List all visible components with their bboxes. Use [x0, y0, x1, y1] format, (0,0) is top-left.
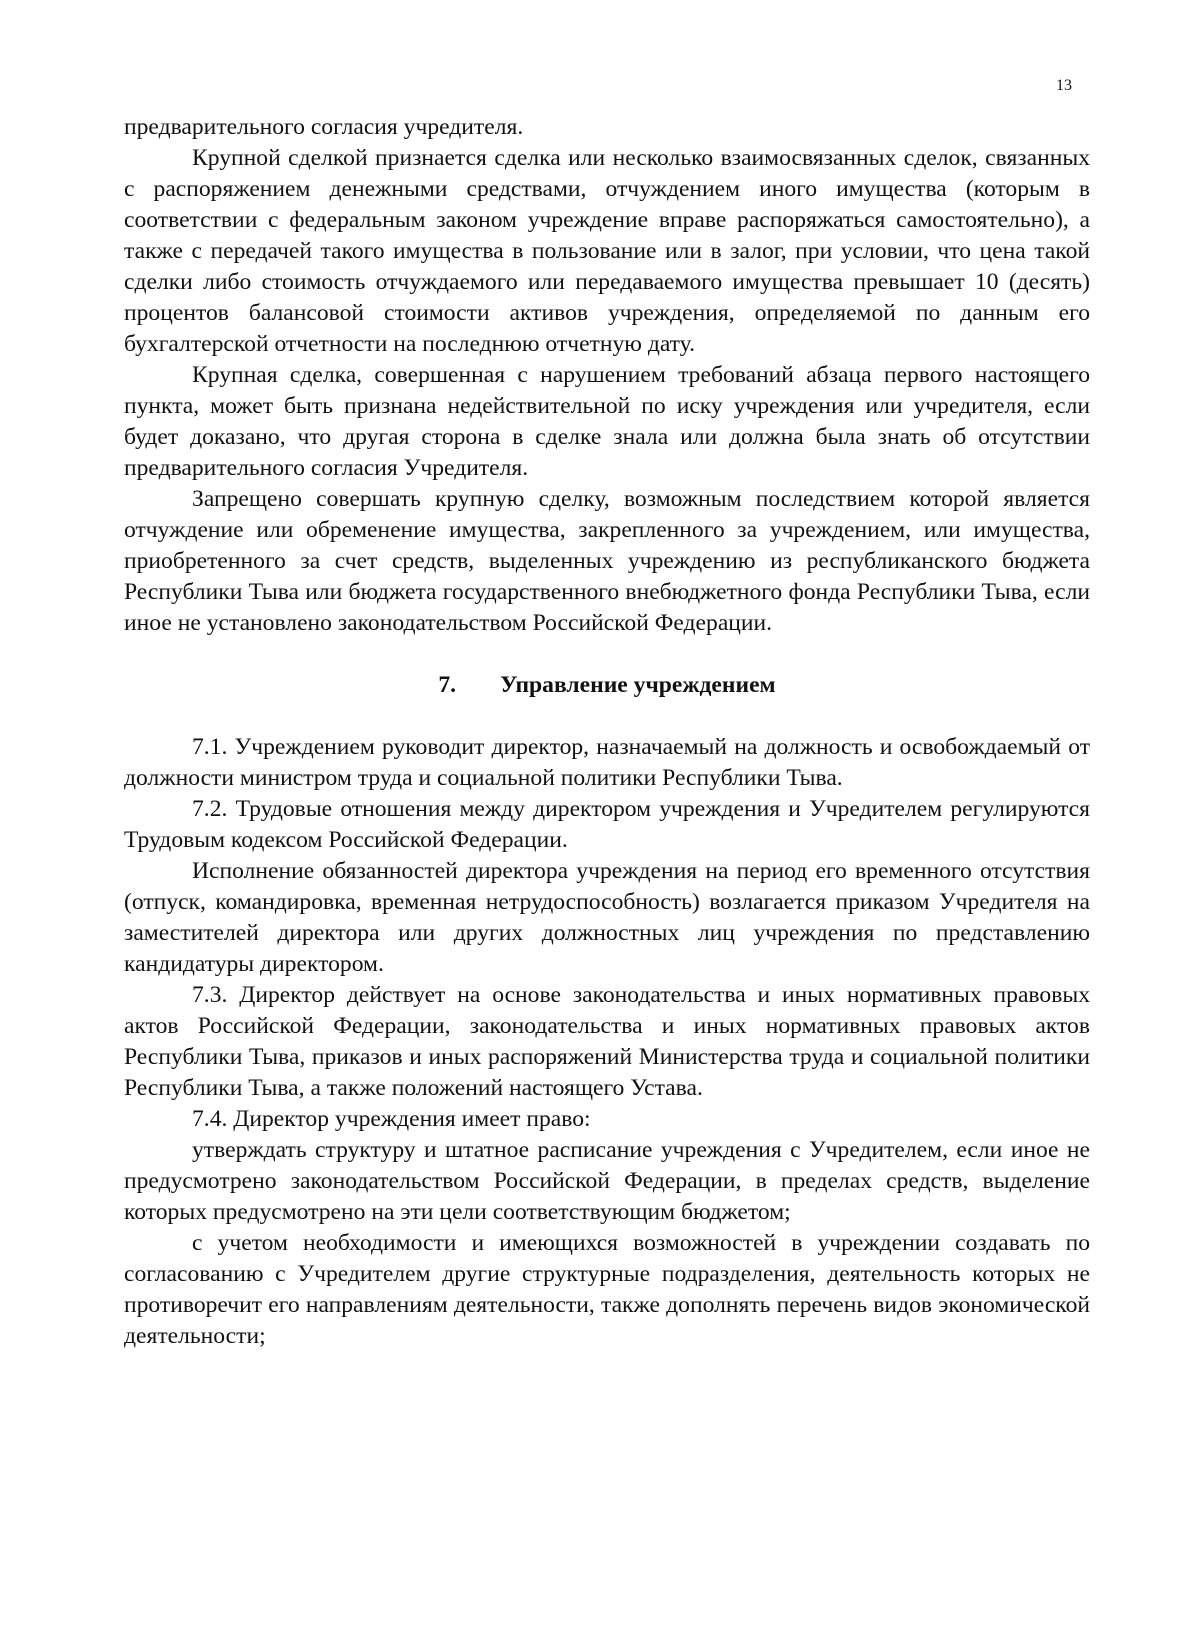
- paragraph: Исполнение обязанностей директора учреждения на период его временного отсутствия (отпуск, командировка, временная нетрудоспособность) возлагается приказом Учредителя на заместителей директора или других должностных лиц учреждения по представлению кандидатуры директором.: [124, 858, 1090, 977]
- paragraph: 7.1. Учреждением руководит директор, назначаемый на должность и освобождаемый от должности министром труда и социальной политики Республики Тыва.: [124, 734, 1090, 791]
- page-number: 13: [1056, 77, 1072, 94]
- paragraph: предварительного согласия учредителя.: [124, 114, 524, 140]
- paragraph: 7.4. Директор учреждения имеет право:: [192, 1106, 591, 1132]
- paragraph: с учетом необходимости и имеющихся возможностей в учреждении создавать по согласованию с Учредителем другие структурные подразделения, деятельность которых не противоречит его направлениям деятельности, также дополнять перечень видов экономической деятельности;: [124, 1230, 1090, 1349]
- paragraph: Крупная сделка, совершенная с нарушением требований абзаца первого настоящего пункта, может быть признана недействительной по иску учреждения или учредителя, если будет доказано, что другая сторона в сделке знала или должна была знать об отсутствии предварительного согласия Учредителя.: [124, 362, 1090, 481]
- section-number: 7.: [438, 672, 457, 698]
- paragraph: 7.3. Директор действует на основе законодательства и иных нормативных правовых актов Российской Федерации, законодательства и иных нормативных правовых актов Республики Тыва, приказов и иных распоряжений Министерства труда и социальной политики Республики Тыва, а также положений настоящего Устава.: [124, 982, 1090, 1101]
- document-body: [124, 112, 1090, 1352]
- paragraph: Крупной сделкой признается сделка или несколько взаимосвязанных сделок, связанных с распоряжением денежными средствами, отчуждением иного имущества (которым в соответствии с федеральным законом учреждение вправе распоряжаться самостоятельно), а также с передачей такого имущества в пользование или в залог, при условии, что цена такой сделки либо стоимость отчуждаемого или передаваемого имущества превышает 10 (десять) процентов балансовой стоимости активов учреждения, определяемой по данным его бухгалтерской отчетности на последнюю отчетную дату.: [124, 145, 1090, 357]
- section-title: Управление учреждением: [500, 672, 776, 698]
- paragraph: Запрещено совершать крупную сделку, возможным последствием которой является отчуждение или обременение имущества, закрепленного за учреждением, или имущества, приобретенного за счет средств, выделенных учреждению из республиканского бюджета Республики Тыва или бюджета государственного внебюджетного фонда Республики Тыва, если иное не установлено законодательством Российской Федерации.: [124, 486, 1090, 636]
- paragraph: 7.2. Трудовые отношения между директором учреждения и Учредителем регулируются Трудовым кодексом Российской Федерации.: [124, 796, 1090, 853]
- section-heading: [124, 670, 1090, 701]
- paragraph: утверждать структуру и штатное расписание учреждения с Учредителем, если иное не предусмотрено законодательством Российской Федерации, в пределах средств, выделение которых предусмотрено на эти цели соответствующим бюджетом;: [124, 1137, 1090, 1225]
